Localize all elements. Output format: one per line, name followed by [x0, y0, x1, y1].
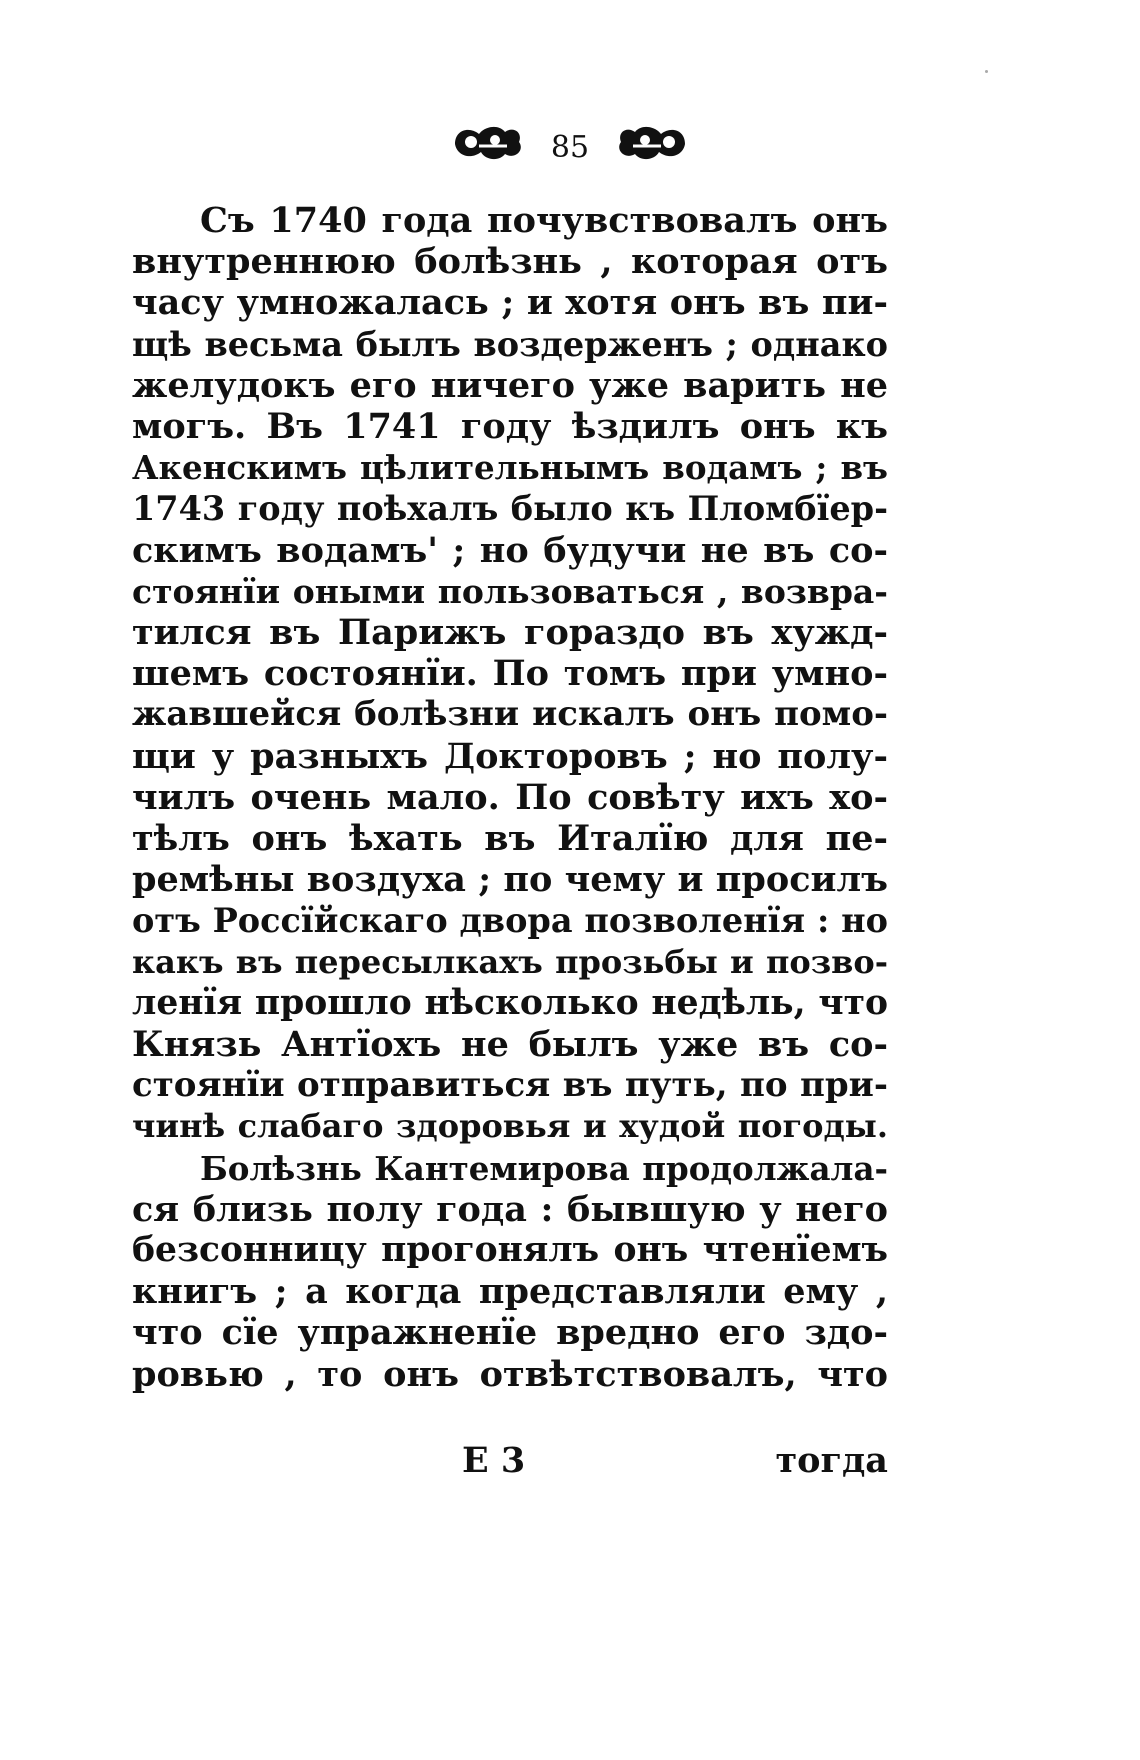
- text-line: 1743 году поѣхалъ было къ Пломбїер-: [132, 489, 888, 529]
- text-line: могъ. Въ 1741 году ѣздилъ онъ къ: [132, 406, 888, 448]
- page-header: [0, 120, 1140, 174]
- text-line: ленїя прошло нѣсколько недѣль, что: [132, 982, 888, 1023]
- paper-speck: [985, 70, 988, 73]
- text-line: чилъ очень мало. По совѣту ихъ хо-: [132, 776, 888, 818]
- ornament-left-icon: [449, 120, 527, 174]
- text-line: щи у разныхъ Докторовъ ; но полу-: [132, 735, 888, 777]
- text-line: часу умножалась ; и хотя онъ въ пи-: [132, 282, 888, 324]
- text-line: что сїе упражненїе вредно его здо-: [132, 1312, 888, 1354]
- text-line: тился въ Парижъ гораздо въ хужд-: [132, 612, 888, 654]
- text-line: книгъ ; а когда представляли ему ,: [132, 1271, 888, 1313]
- text-line: чинѣ слабаго здоровья и худой погоды.: [132, 1107, 888, 1146]
- text-line: желудокъ его ничего уже варить не: [132, 364, 888, 406]
- text-line: ся близь полу года : бывшую у него: [132, 1188, 888, 1230]
- catchword: тогда: [775, 1440, 888, 1481]
- ornament-right-icon: [613, 120, 691, 174]
- text-line: Князь Антїохъ не былъ уже въ со-: [132, 1024, 888, 1066]
- text-line: стоянїи отправиться въ путь, по при-: [132, 1065, 888, 1106]
- text-line: щѣ весьма былъ воздерженъ ; однако: [132, 324, 888, 364]
- text-line: отъ Россїйскаго двора позволенїя : но: [132, 901, 888, 941]
- text-line: Болѣзнь Кантемирова продолжала-: [200, 1148, 888, 1188]
- text-line: Съ 1740 года почувствовалъ онъ: [200, 200, 888, 241]
- text-line: стоянїи оными пользоваться , возвра-: [132, 571, 888, 611]
- text-line: безсонницу прогонялъ онъ чтенїемъ: [132, 1230, 888, 1271]
- text-line: Акенскимъ цѣлительнымъ водамъ ; въ: [132, 448, 888, 488]
- page-footer: [132, 1440, 888, 1488]
- body-text: [132, 200, 888, 1395]
- text-line: внутреннюю болѣзнь , которая отъ: [132, 241, 888, 283]
- text-line: скимъ водамъ' ; но будучи не въ со-: [132, 529, 888, 571]
- signature-mark: E 3: [462, 1440, 526, 1481]
- text-line: ровью , то онъ отвѣтствовалъ, что: [132, 1353, 888, 1395]
- text-line: жавшейся болѣзни искалъ онъ помо-: [132, 694, 888, 735]
- text-line: ремѣны воздуха ; по чему и просилъ: [132, 859, 888, 901]
- text-line: какъ въ пересылкахъ прозьбы и позво-: [132, 942, 888, 981]
- text-line: шемъ состоянїи. По томъ при умно-: [132, 653, 888, 695]
- page-number: 85: [550, 129, 590, 165]
- text-line: тѣлъ онъ ѣхать въ Италїю для пе-: [132, 818, 888, 860]
